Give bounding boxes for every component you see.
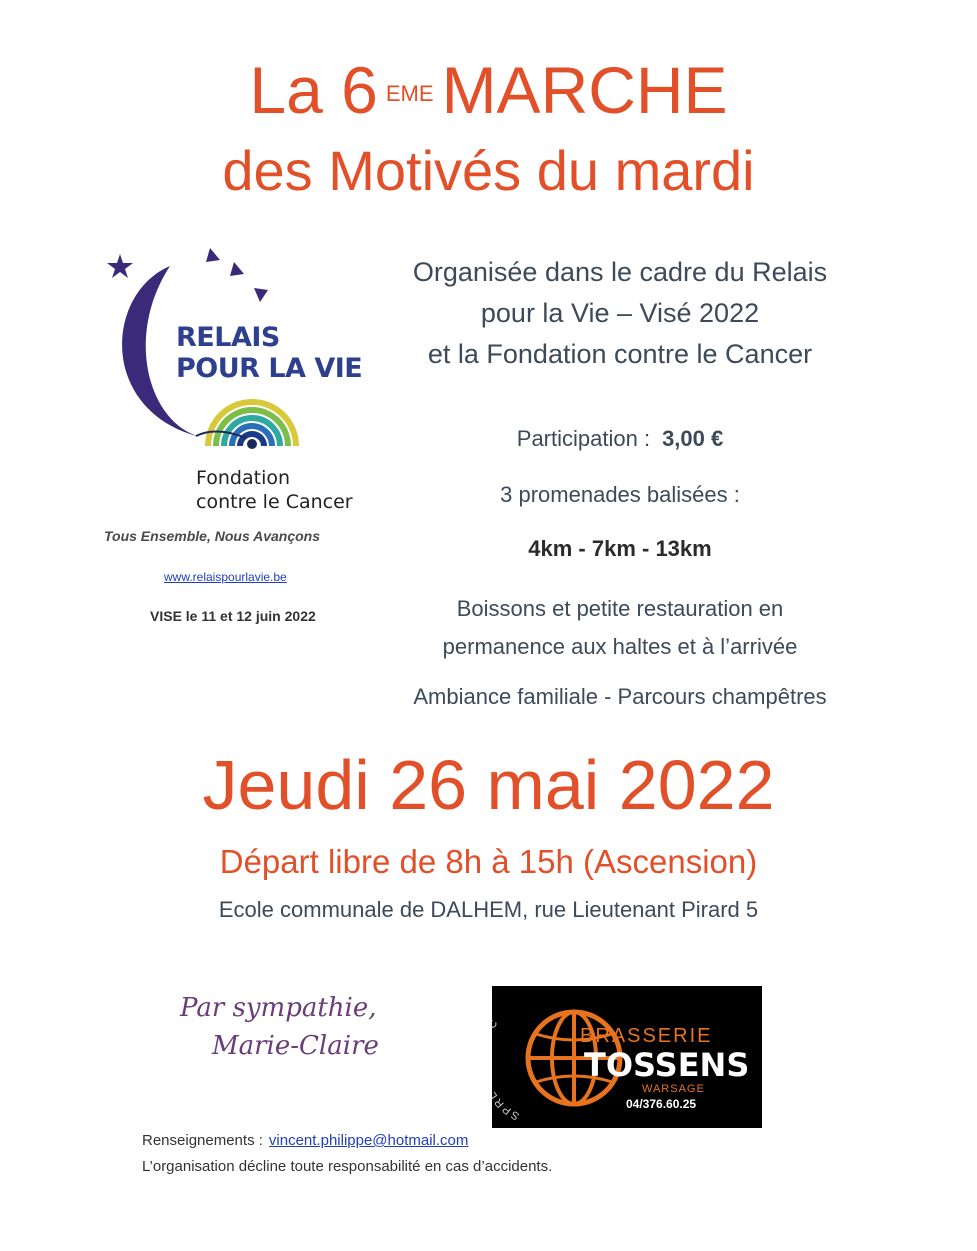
triangle-icon xyxy=(230,262,244,276)
title-number: La 6 xyxy=(249,53,378,127)
relais-dates: VISE le 11 et 12 juin 2022 xyxy=(150,608,316,624)
participation: Participation : 3,00 € xyxy=(516,426,724,451)
sponsor-name2: TOSSENS xyxy=(584,1046,750,1084)
distances: 4km - 7km - 13km xyxy=(528,536,712,561)
sponsor-name1: BRASSERIE xyxy=(580,1025,713,1047)
participation-price: 3,00 € xyxy=(662,426,724,451)
boissons: Boissons et petite restauration en permanence aux haltes et à l’arrivée xyxy=(442,596,798,659)
page-title xyxy=(0,52,977,132)
title-word: MARCHE xyxy=(441,53,728,127)
website-link[interactable]: www.relaispourlavie.be xyxy=(164,570,287,584)
star-icon xyxy=(107,254,133,278)
ambiance: Ambiance familiale - Parcours champêtres xyxy=(413,684,827,709)
fondation-text: Fondation contre le Cancer xyxy=(196,467,353,513)
brasserie-logo xyxy=(492,986,762,1128)
email-link[interactable]: vincent.philippe@hotmail.com xyxy=(268,1132,469,1149)
globe-icon xyxy=(492,986,762,1128)
disclaimer: L’organisation décline toute responsabilité en cas d’accidents. xyxy=(142,1158,553,1175)
info-line: Renseignements : vincent.philippe@hotmail.com xyxy=(142,1132,469,1149)
title-superscript: EME xyxy=(385,81,434,106)
relais-logo-text: RELAIS POUR LA VIE xyxy=(176,322,363,384)
sponsor-place: WARSAGE xyxy=(642,1083,705,1095)
event-location: Ecole communale de DALHEM, rue Lieutenant Pirard 5 xyxy=(218,897,759,922)
sponsor-arc-text: SPR xyxy=(492,1094,522,1123)
signature-line2: Marie-Claire xyxy=(212,1031,379,1061)
svg-text:SPRL ZEEMARC xyxy=(492,1016,521,1122)
triangle-icon xyxy=(254,288,268,302)
triangle-icon xyxy=(206,248,220,262)
event-depart: Départ libre de 8h à 15h (Ascension) xyxy=(219,843,758,880)
promenades: 3 promenades balisées : xyxy=(500,482,740,507)
page-subtitle: des Motivés du mardi xyxy=(222,139,755,202)
sponsor-phone: 04/376.60.25 xyxy=(626,1097,697,1111)
organisation-block: Organisée dans le cadre du Relais pour la Vie – Visé 2022 et la Fondation contre le Cancer xyxy=(412,257,828,369)
event-date: Jeudi 26 mai 2022 xyxy=(202,746,775,824)
signature-line1: Par sympathie, xyxy=(180,993,377,1023)
slogan: Tous Ensemble, Nous Avançons xyxy=(104,528,321,544)
